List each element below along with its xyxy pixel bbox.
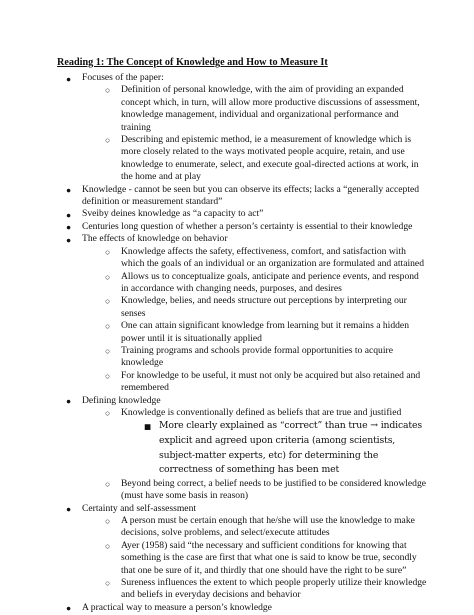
hollow-circle-bullet-icon: ○ xyxy=(105,515,111,526)
outline-item-level-1 xyxy=(57,221,428,233)
hollow-circle-bullet-icon: ○ xyxy=(105,296,111,307)
outline-item-level-2 xyxy=(57,134,428,184)
outline-item-level-1 xyxy=(57,395,428,407)
outline-item-text: Allows us to conceptualize goals, anticipate and perience events, and respond in accordance with changing needs, purposes, and desires xyxy=(121,270,419,294)
filled-circle-bullet-icon: ● xyxy=(66,185,72,196)
outline-item-level-1 xyxy=(57,208,428,220)
outline-item-text: Defining knowledge xyxy=(82,394,161,406)
hollow-circle-bullet-icon: ○ xyxy=(105,246,111,257)
outline-item-text: A person must be certain enough that he/she will use the knowledge to make decisions, solve problems, and select/execute attitudes xyxy=(121,514,415,539)
outline-item-level-2 xyxy=(57,84,428,134)
hollow-circle-bullet-icon: ○ xyxy=(105,407,111,418)
outline-item-text: The effects of knowledge on behavior xyxy=(82,233,228,245)
outline-item-level-2 xyxy=(57,577,428,602)
square-bullet-icon: ■ xyxy=(144,421,151,431)
hollow-circle-bullet-icon: ○ xyxy=(105,578,111,588)
outline-item-text: Knowledge, belies, and needs structure out perceptions by interpreting our senses xyxy=(121,295,407,319)
outline-item-text: Beyond being correct, a belief needs to be justified to be considered knowledge (must have some basis in reason) xyxy=(121,477,427,502)
outline-item-text: Knowledge is conventionally defined as beliefs that are true and justified xyxy=(121,406,402,418)
page-title: Reading 1: The Concept of Knowledge and How to Measure It xyxy=(57,57,328,68)
outline-item-level-1 xyxy=(57,184,428,209)
filled-circle-bullet-icon: ● xyxy=(66,222,72,233)
hollow-circle-bullet-icon: ○ xyxy=(105,135,111,146)
outline-item-level-2 xyxy=(57,515,428,540)
filled-circle-bullet-icon: ● xyxy=(66,603,72,614)
outline-item-level-2 xyxy=(57,407,428,419)
outline-item-text: Definition of personal knowledge, with the aim of providing an expanded concept which, in turn, will allow more productive discussions of assessment, knowledge management, individual and organizational performance and training xyxy=(121,84,420,133)
filled-circle-bullet-icon: ● xyxy=(66,396,72,407)
outline-item-level-2 xyxy=(57,246,428,271)
filled-circle-bullet-icon: ● xyxy=(66,504,72,515)
outline-item-text: One can attain significant knowledge from learning but it remains a hidden power until it is situationally applied xyxy=(121,320,409,344)
hollow-circle-bullet-icon: ○ xyxy=(105,321,111,332)
hollow-circle-bullet-icon: ○ xyxy=(105,540,111,551)
outline-item-text: More clearly explained as “correct” than true → indicates explicit and agreed upon criteria (among scientists, subject-matter experts, etc) for determining the correctness of something has been met xyxy=(159,420,422,476)
outline-item-text: Training programs and schools provide formal opportunities to acquire knowledge xyxy=(121,344,393,369)
outline-item-text: Certainty and self-assessment xyxy=(82,502,197,514)
outline-item-text: Knowledge - cannot be seen but you can observe its effects; lacks a “generally accepted definition or measurement standard” xyxy=(82,183,420,208)
outline-item-text: Centuries long question of whether a person’s certainty is essential to their knowledge xyxy=(82,220,413,232)
outline-list xyxy=(57,72,428,614)
hollow-circle-bullet-icon: ○ xyxy=(105,478,111,489)
outline-item-text: Sureness influences the extent to which people properly utilize their knowledge and beliefs in everyday decisions and behavior xyxy=(121,577,427,601)
outline-item-level-2 xyxy=(57,540,428,577)
outline-item-level-1 xyxy=(57,602,428,614)
outline-item-text: Ayer (1958) said “the necessary and sufficient conditions for knowing that something is the case are first that what one is said to know be true, secondly that one be sure of it, and thirdly that one should have the right to be sure” xyxy=(121,539,417,576)
hollow-circle-bullet-icon: ○ xyxy=(105,85,111,96)
outline-item-level-1 xyxy=(57,72,428,84)
filled-circle-bullet-icon: ● xyxy=(66,73,72,84)
hollow-circle-bullet-icon: ○ xyxy=(105,345,111,356)
outline-item-text: For knowledge to be useful, it must not only be acquired but also retained and remembered xyxy=(121,369,421,394)
outline-item-level-3 xyxy=(57,419,428,477)
outline-item-level-1 xyxy=(57,503,428,515)
outline-item-level-2 xyxy=(57,271,428,296)
outline-item-level-1 xyxy=(57,233,428,245)
hollow-circle-bullet-icon: ○ xyxy=(105,370,111,381)
outline-item-text: Describing and epistemic method, ie a measurement of knowledge which is more closely related to the ways motivated people acquire, retain, and use knowledge to enumerate, select, and execute goal-directed actions at work, in the home and at play xyxy=(121,134,419,183)
outline-item-level-2 xyxy=(57,370,428,395)
outline-item-text: Knowledge affects the safety, effectiveness, comfort, and satisfaction with which the goals of an individual or an organization are formulated and attained xyxy=(121,245,424,270)
filled-circle-bullet-icon: ● xyxy=(66,209,72,220)
filled-circle-bullet-icon: ● xyxy=(66,234,72,245)
hollow-circle-bullet-icon: ○ xyxy=(105,271,111,282)
outline-item-text: A practical way to measure a person’s knowledge xyxy=(82,601,272,613)
outline-item-level-2 xyxy=(57,320,428,345)
outline-item-text: Focuses of the paper: xyxy=(82,72,164,83)
outline-item-text: Sveiby deines knowledge as “a capacity to act” xyxy=(82,208,264,220)
outline-item-level-2 xyxy=(57,295,428,320)
outline-item-level-2 xyxy=(57,345,428,370)
outline-item-level-2 xyxy=(57,478,428,503)
